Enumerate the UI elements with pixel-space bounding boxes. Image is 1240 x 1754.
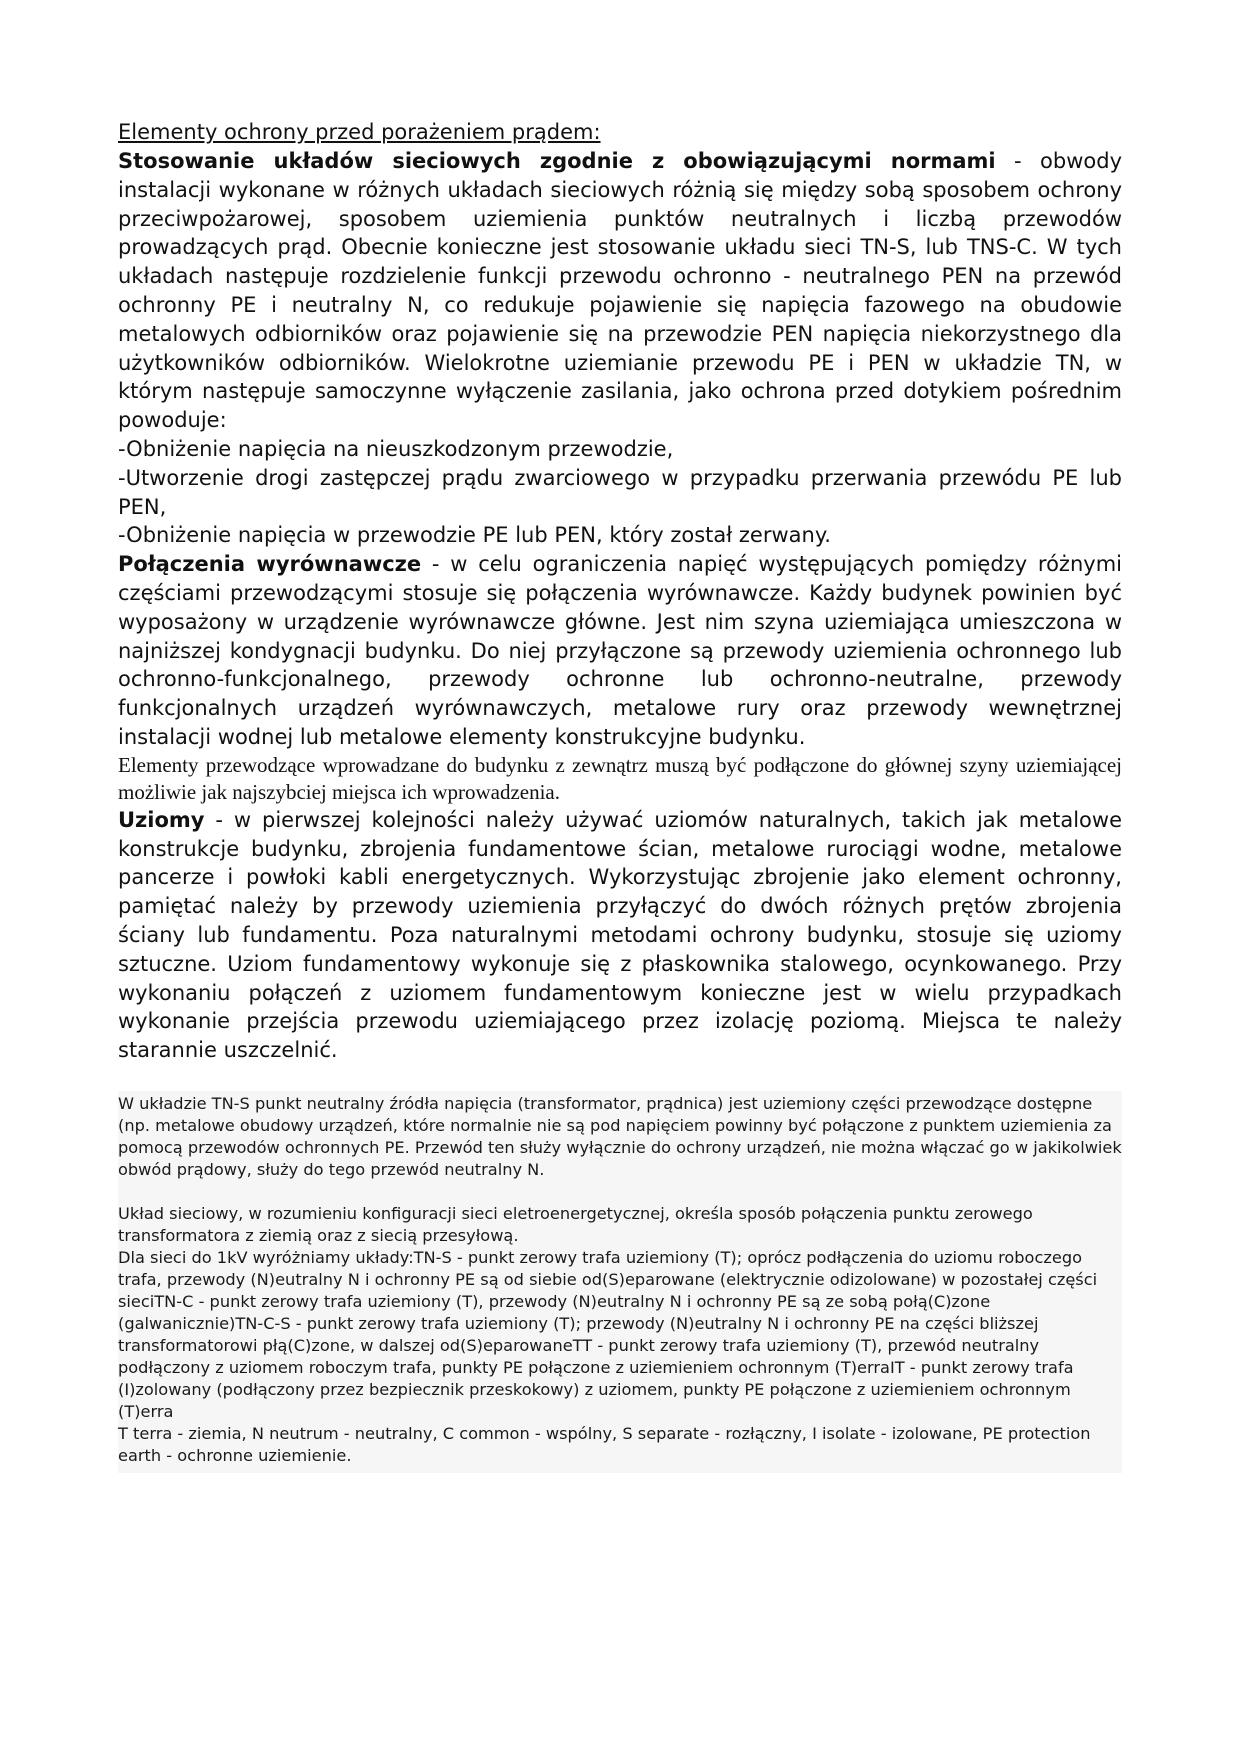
spacer — [118, 1181, 1122, 1203]
bullet-item: -Obniżenie napięcia w przewodzie PE lub PEN, który został zerwany. — [118, 523, 831, 548]
section-earth-electrodes-text: - w pierwszej kolejności należy używać uziomów naturalnych, takich jak metalowe konstrukcje budynku, zbrojenia fundamentowe ścian, metalowe rurociągi wodne, metalowe pancerze i powłoki kabli energetycznych. Wykorzystując zbrojenie jako element ochronny, pamiętać należy by przewody uziemienia przyłączyć do dwóch różnych prętów zbrojenia ściany lub fundamentu. Poza naturalnymi metodami ochrony budynku, stosuje się uziomy sztuczne. Uziom fundamentowy wykonuje się z płaskownika stalowego, ocynkowanego. Przy wykonaniu połączeń z uziomem fundamentowym konieczne jest w wielu przypadkach wykonanie przejścia przewodu uziemiającego przez izolację poziomą. Miejsca te należy starannie uszczelnić. — [118, 807, 1122, 1063]
section-equipotential-bonding-heading: Połączenia wyrównawcze — [118, 552, 422, 577]
section-equipotential-bonding — [118, 550, 1122, 752]
section-equipotential-bonding-text: - w celu ograniczenia napięć występujących pomiędzy różnymi częściami przewodzącymi stosuje się połączenia wyrównawcze. Każdy budynek powinien być wyposażony w urządzenie wyrównawcze główne. Jest nim szyna uziemiająca umieszczona w najniższej kondygnacji budynku. Do niej przyłączone są przewody uziemienia ochronnego lub ochronno-funkcjonalnego, przewody ochronne lub ochronno-neutralne, przewody funkcjonalnych urządzeń wyrównawczych, metalowe rury oraz przewody wewnętrznej instalacji wodnej lub metalowe elementy konstrukcyjne budynku. — [118, 552, 1122, 749]
note-paragraph-network-system: Układ sieciowy, w rozumieniu konfiguracji sieci eletroenergetycznej, określa sposób połączenia punktu zerowego transformatora z ziemią oraz z siecią przesyłową. — [118, 1203, 1033, 1245]
section-earth-electrodes — [118, 806, 1122, 1065]
section-network-systems-heading: Stosowanie układów sieciowych zgodnie z obowiązującymi normami — [118, 149, 996, 173]
serif-paragraph: Elementy przewodzące wprowadzane do budynku z zewnątrz muszą być podłączone do głównej szyny uziemiającej możliwie jak najszybciej miejsca ich wprowadzenia. — [118, 752, 1122, 804]
note-paragraph-tns: W układzie TN-S punkt neutralny źródła napięcia (transformator, prądnica) jest uziemiony części przewodzące dostępne (np. metalowe obudowy urządzeń, które normalnie nie są pod napięciem powinny być połączone z punktem uziemienia za pomocą przewodów ochronnych PE. Przewód ten służy wyłącznie do ochrony urządzeń, nie można włączać go w jakikolwiek obwód prądowy, służy do tego przewód neutralny N. — [118, 1093, 1122, 1179]
document-title: Elementy ochrony przed porażeniem prądem: — [118, 120, 601, 144]
notes-block — [118, 1091, 1122, 1473]
bullet-item: -Utworzenie drogi zastępczej prądu zwarciowego w przypadku przerwania przewódu PE lub PEN, — [118, 465, 1122, 519]
note-paragraph-legend: T terra - ziemia, N neutrum - neutralny, C common - wspólny, S separate - rozłączny, I isolate - izolowane, PE protection earth - ochronne uziemienie. — [118, 1423, 1091, 1465]
section-network-systems — [118, 147, 1122, 435]
section-network-systems-text: - obwody instalacji wykonane w różnych układach sieciowych różnią się między sobą sposobem ochrony przeciwpożarowej, sposobem uziemienia punktów neutralnych i liczbą przewodów prowadzących prąd. Obecnie konieczne jest stosowanie układu sieci TN-S, lub TNS-C. W tych układach następuje rozdzielenie funkcji przewodu ochronno - neutralnego PEN na przewód ochronny PE i neutralny N, co redukuje pojawienie się napięcia fazowego na obudowie metalowych odbiorników oraz pojawienie się na przewodzie PEN napięcia niekorzystnego dla użytkowników odbiorników. Wielokrotne uziemianie przewodu PE i PEN w układzie TN, w którym następuje samoczynne wyłączenie zasilania, jako ochrona przed dotykiem pośrednim powoduje: — [118, 149, 1123, 433]
bullet-item: -Obniżenie napięcia na nieuszkodzonym przewodzie, — [118, 436, 674, 461]
note-paragraph-system-types: Dla sieci do 1kV wyróżniamy układy:TN-S - punkt zerowy trafa uziemiony (T); oprócz podłączenia do uziomu roboczego trafa, przewody (N)eutralny N i ochronny PE są od siebie od(S)eparowane (elektrycznie odizolowane) w pozostałej części sieciTN-C - punkt zerowy trafa uziemiony (T), przewody (N)eutralny N i ochronny PE są ze sobą połą(C)zone (galwanicznie)TN-C-S - punkt zerowy trafa uziemiony (T); przewody (N)eutralny N i ochronny PE na części bliższej transformatorowi płą(C)zone, w dalszej od(S)eparowaneTT - punkt zerowy trafa uziemiony (T), przewód neutralny podłączony z uziomem roboczym trafa, punkty PE połączone z uziemieniem ochronnym (T)erraIT - punkt zerowy trafa (I)zolowany (podłączony przez bezpiecznik przeskokowy) z uziomem, punkty PE połączone z uziemieniem ochronnym (T)erra — [118, 1247, 1098, 1421]
document-page — [118, 118, 1122, 1473]
section-earth-electrodes-heading: Uziomy — [118, 807, 205, 832]
